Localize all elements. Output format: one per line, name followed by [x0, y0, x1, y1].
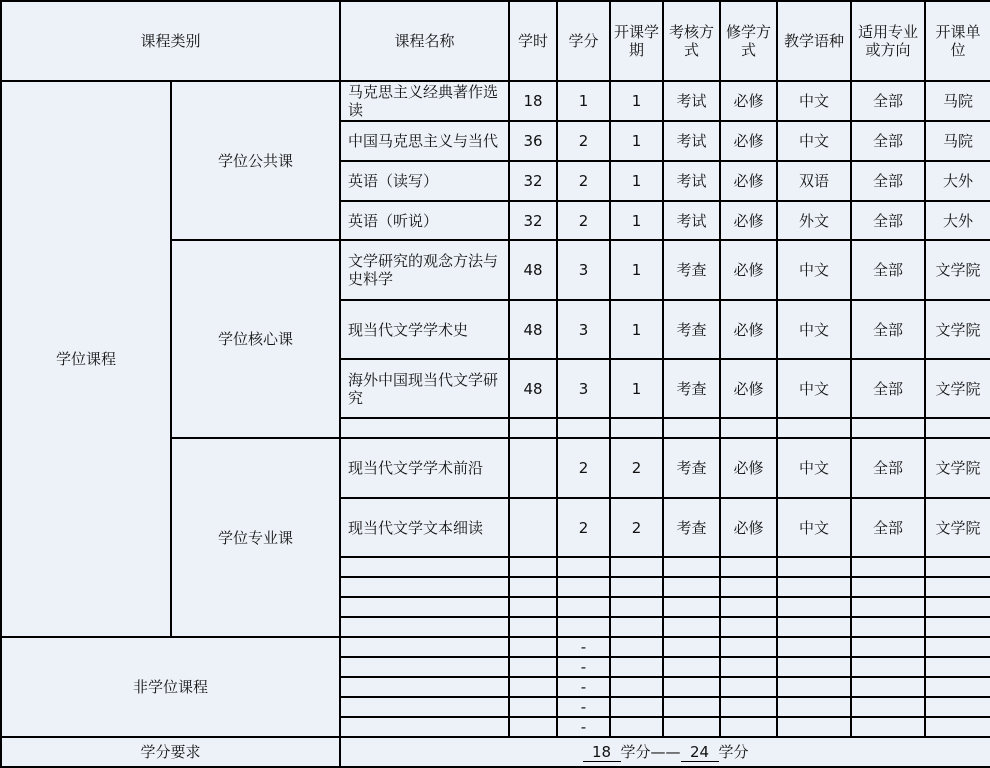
course-term: 2: [610, 438, 663, 498]
category-core: 学位核心课: [171, 240, 340, 438]
header-category: 课程类别: [1, 1, 340, 81]
course-hours: 48: [509, 300, 557, 359]
course-term: 1: [610, 359, 663, 418]
course-mode: 必修: [720, 300, 777, 359]
course-credits: 2: [557, 498, 610, 557]
course-mode: 必修: [720, 498, 777, 557]
requirement-min: 18: [583, 743, 621, 762]
credit-mark: -: [557, 717, 610, 737]
course-unit: 文学院: [925, 438, 990, 498]
course-mode: 必修: [720, 201, 777, 240]
course-term: 1: [610, 121, 663, 161]
course-unit: 大外: [925, 201, 990, 240]
table-row: [1, 81, 990, 121]
course-language: 中文: [777, 81, 851, 121]
course-mode: 必修: [720, 161, 777, 201]
course-hours: 32: [509, 201, 557, 240]
course-exam: 考查: [663, 438, 720, 498]
course-major: 全部: [851, 300, 925, 359]
requirement-unit: 学分——: [620, 742, 681, 761]
course-hours: 48: [509, 359, 557, 418]
course-language: 中文: [777, 498, 851, 557]
course-language: 双语: [777, 161, 851, 201]
requirement-max: 24: [681, 743, 719, 762]
course-unit: 文学院: [925, 240, 990, 300]
course-hours: [509, 498, 557, 557]
course-term: 1: [610, 240, 663, 300]
course-major: 全部: [851, 359, 925, 418]
course-name: 英语（读写）: [340, 161, 509, 201]
course-exam: 考试: [663, 81, 720, 121]
course-mode: 必修: [720, 81, 777, 121]
course-major: 全部: [851, 240, 925, 300]
course-unit: 文学院: [925, 359, 990, 418]
course-term: 1: [610, 300, 663, 359]
course-language: 中文: [777, 438, 851, 498]
credit-mark: -: [557, 697, 610, 717]
course-credits: 2: [557, 121, 610, 161]
course-term: 1: [610, 201, 663, 240]
course-term: 2: [610, 498, 663, 557]
course-exam: 考试: [663, 201, 720, 240]
course-credits: 2: [557, 161, 610, 201]
requirement-row: [1, 737, 990, 767]
course-unit: 文学院: [925, 498, 990, 557]
course-hours: 18: [509, 81, 557, 121]
category-degree: 学位课程: [1, 81, 171, 637]
course-major: 全部: [851, 161, 925, 201]
course-major: 全部: [851, 81, 925, 121]
course-language: 中文: [777, 359, 851, 418]
category-public: 学位公共课: [171, 81, 340, 240]
course-unit: 马院: [925, 81, 990, 121]
header-row: [1, 1, 990, 81]
course-exam: 考查: [663, 498, 720, 557]
course-mode: 必修: [720, 359, 777, 418]
course-name: 现当代文学学术史: [340, 300, 509, 359]
header-mode: 修学方式: [720, 1, 777, 81]
course-credits: 2: [557, 438, 610, 498]
course-name: 现当代文学学术前沿: [340, 438, 509, 498]
requirement-unit: 学分: [718, 742, 749, 761]
requirement-label: 学分要求: [1, 737, 340, 767]
header-credits: 学分: [557, 1, 610, 81]
course-hours: [509, 438, 557, 498]
course-mode: 必修: [720, 240, 777, 300]
header-term: 开课学期: [610, 1, 663, 81]
course-term: 1: [610, 161, 663, 201]
course-mode: 必修: [720, 438, 777, 498]
course-exam: 考查: [663, 300, 720, 359]
course-language: 中文: [777, 240, 851, 300]
non-degree-row: [1, 637, 990, 657]
credit-mark: -: [557, 677, 610, 697]
course-exam: 考查: [663, 359, 720, 418]
header-language: 教学语种: [777, 1, 851, 81]
course-language: 中文: [777, 121, 851, 161]
course-credits: 3: [557, 300, 610, 359]
course-unit: 文学院: [925, 300, 990, 359]
header-exam: 考核方式: [663, 1, 720, 81]
course-name: 中国马克思主义与当代: [340, 121, 509, 161]
course-hours: 32: [509, 161, 557, 201]
course-exam: 考试: [663, 121, 720, 161]
course-major: 全部: [851, 498, 925, 557]
course-major: 全部: [851, 438, 925, 498]
course-credits: 3: [557, 240, 610, 300]
category-non-degree: 非学位课程: [1, 637, 340, 737]
course-exam: 考查: [663, 240, 720, 300]
course-name: 海外中国现当代文学研究: [340, 359, 509, 418]
course-exam: 考试: [663, 161, 720, 201]
header-course-name: 课程名称: [340, 1, 509, 81]
course-name: 马克思主义经典著作选读: [340, 81, 509, 121]
course-name: 文学研究的观念方法与史料学: [340, 240, 509, 300]
course-unit: 大外: [925, 161, 990, 201]
header-unit: 开课单位: [925, 1, 990, 81]
category-major: 学位专业课: [171, 438, 340, 637]
credit-mark: -: [557, 657, 610, 677]
course-major: 全部: [851, 121, 925, 161]
header-major: 适用专业或方向: [851, 1, 925, 81]
course-language: 中文: [777, 300, 851, 359]
course-major: 全部: [851, 201, 925, 240]
course-name: 现当代文学文本细读: [340, 498, 509, 557]
course-language: 外文: [777, 201, 851, 240]
credit-mark: -: [557, 637, 610, 657]
header-hours: 学时: [509, 1, 557, 81]
course-credits: 3: [557, 359, 610, 418]
course-mode: 必修: [720, 121, 777, 161]
requirement-value: [340, 737, 990, 767]
course-hours: 48: [509, 240, 557, 300]
course-credits: 2: [557, 201, 610, 240]
course-unit: 马院: [925, 121, 990, 161]
course-hours: 36: [509, 121, 557, 161]
course-term: 1: [610, 81, 663, 121]
course-name: 英语（听说）: [340, 201, 509, 240]
course-credits: 1: [557, 81, 610, 121]
